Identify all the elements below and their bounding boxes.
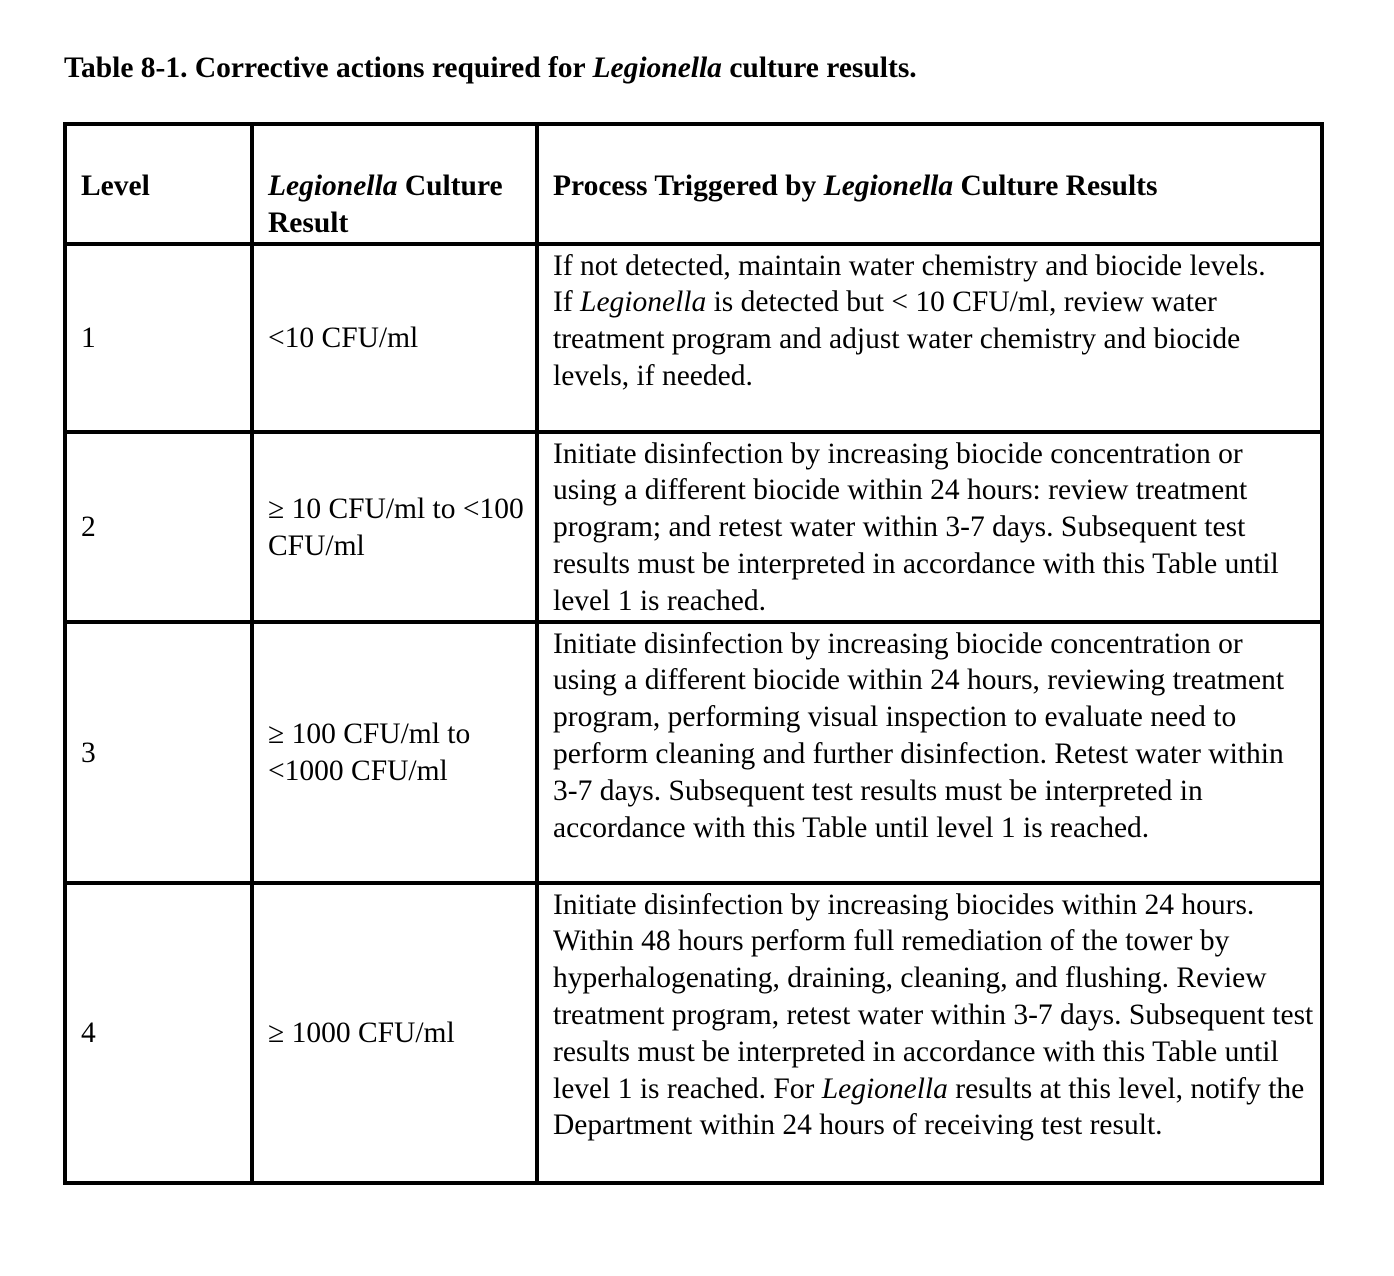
- caption-suffix: culture results.: [721, 52, 917, 84]
- caption-prefix: Table 8-1. Corrective actions required for: [64, 52, 593, 84]
- corrective-actions-table: [63, 122, 1324, 1185]
- level-cell: 1: [65, 244, 252, 432]
- process-text-prefix: Initiate disinfection by increasing biocides within 24 hours. Within 48 hours perform full remediation of the tower by hyperhalogenating, draining, cleaning, and flushing. Review treatment program, retest water within 3-7 days. Subsequent test results must be interpreted in accordance with this Table until level 1 is reached. For: [553, 888, 1314, 1105]
- culture-result-cell: ≥ 1000 CFU/ml: [252, 883, 537, 1183]
- process-text-suffix: is detected but < 10 CFU/ml, review water treatment program and adjust water chemistry and biocide levels, if needed.: [553, 286, 1241, 392]
- culture-result-cell: ≥ 10 CFU/ml to <100 CFU/ml: [252, 432, 537, 622]
- table-row: [65, 432, 1322, 622]
- level-cell: 2: [65, 432, 252, 622]
- table-row: [65, 883, 1322, 1183]
- process-text: If not detected, maintain water chemistry and biocide levels.: [553, 249, 1266, 282]
- culture-result-cell: <10 CFU/ml: [252, 244, 537, 432]
- header-level-label: Level: [81, 170, 150, 202]
- header-result-italic: Legionella: [268, 170, 398, 202]
- header-level: [65, 124, 252, 244]
- caption-italic-term: Legionella: [592, 52, 722, 84]
- header-row: [65, 124, 1322, 244]
- process-cell: Initiate disinfection by increasing biocide concentration or using a different biocide within 24 hours, reviewing treatment program, performing visual inspection to evaluate need to perform cleaning and further disinfection. Retest water within 3-7 days. Subsequent test results must be interpreted in accordance with this Table until level 1 is reached.: [537, 622, 1322, 883]
- process-text-suffix: results at this level, notify the Department within 24 hours of receiving test result.: [553, 1072, 1305, 1142]
- header-result-rest: Culture Result: [268, 170, 503, 239]
- culture-result-cell: ≥ 100 CFU/ml to <1000 CFU/ml: [252, 622, 537, 883]
- process-cell: [537, 883, 1322, 1183]
- process-text-italic: Legionella: [580, 286, 707, 319]
- header-culture-result: [252, 124, 537, 244]
- header-process-prefix: Process Triggered by: [553, 170, 824, 202]
- level-cell: 3: [65, 622, 252, 883]
- header-process-italic: Legionella: [823, 170, 954, 202]
- process-text: [553, 284, 1314, 394]
- process-text-italic: Legionella: [821, 1072, 948, 1105]
- header-process-suffix: Culture Results: [953, 170, 1158, 202]
- process-cell: [537, 244, 1322, 432]
- header-process: [537, 124, 1322, 244]
- level-cell: 4: [65, 883, 252, 1183]
- process-text-prefix: If: [553, 286, 581, 319]
- process-cell: Initiate disinfection by increasing biocide concentration or using a different biocide within 24 hours: review treatment program; and retest water within 3-7 days. Subsequent test results must be interpreted in accordance with this Table until level 1 is reached.: [537, 432, 1322, 622]
- table-caption: [64, 50, 917, 86]
- table-row: [65, 244, 1322, 432]
- table-row: [65, 622, 1322, 883]
